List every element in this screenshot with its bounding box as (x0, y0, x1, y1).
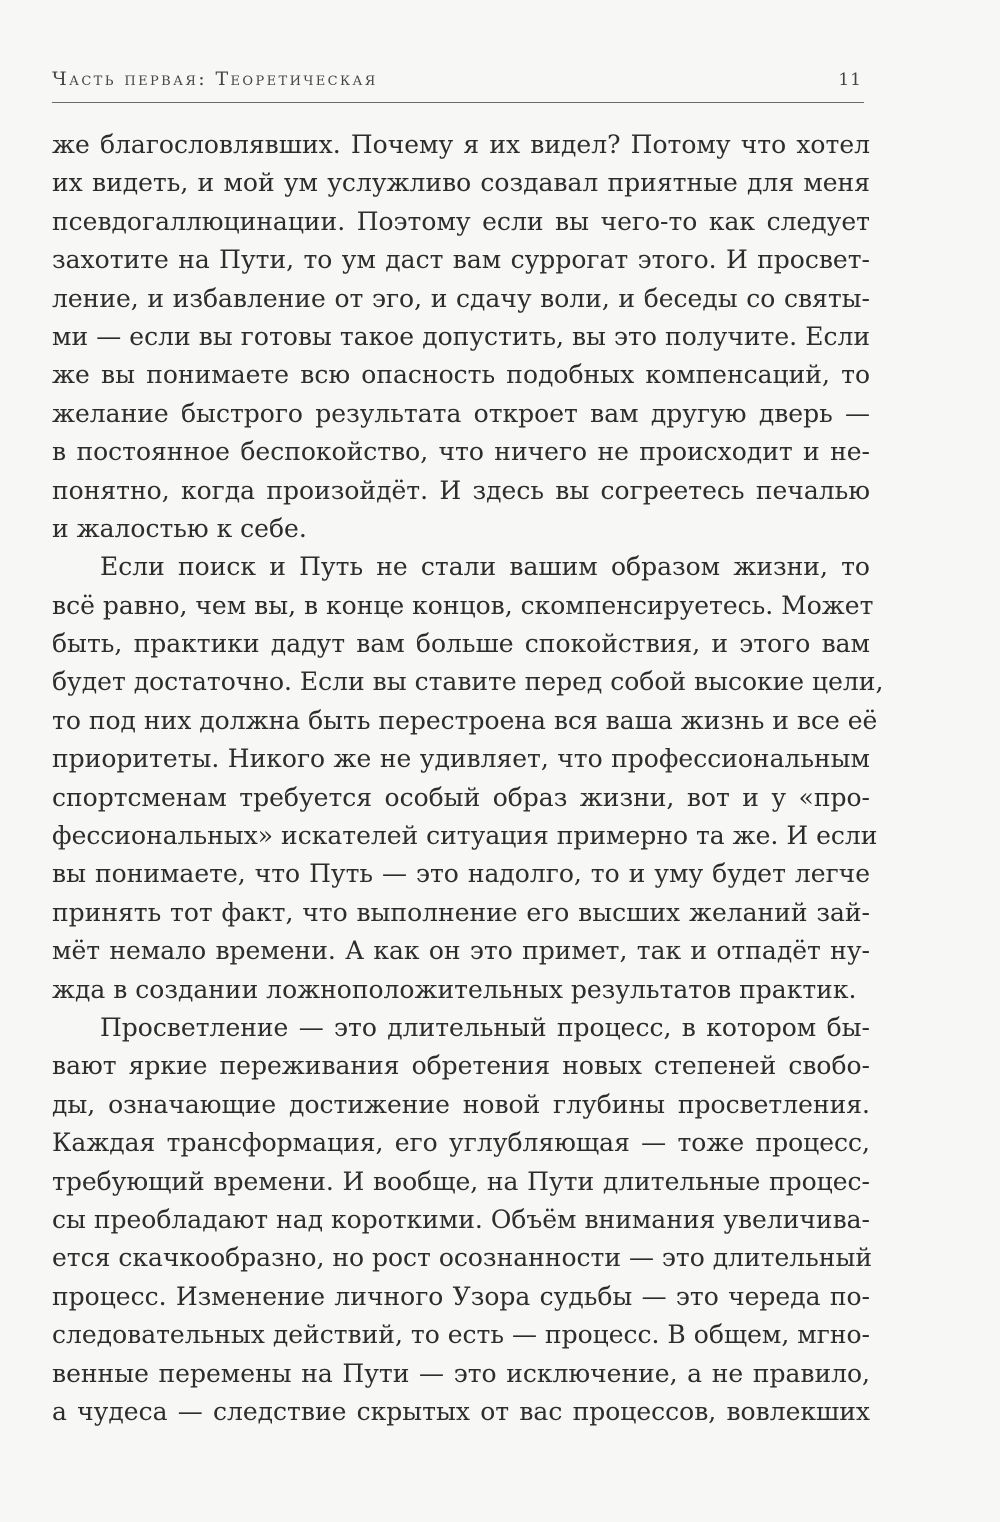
text-line: ется скачкообразно, но рост осознанности — это длительный (52, 1243, 873, 1273)
text-line: Каждая трансформация, его углубляющая — тоже процесс, (52, 1128, 870, 1158)
text-line: венные перемены на Пути — это исключение, а не правило, (52, 1358, 870, 1388)
page-number: 11 (838, 70, 862, 90)
text-line: следовательных действий, то есть — процесс. В общем, мгно- (52, 1320, 870, 1350)
text-line: же благословлявших. Почему я их видел? Потому что хотел (52, 130, 870, 159)
text-line: желание быстрого результата откроет вам другую дверь — (52, 398, 870, 428)
text-line: ление, и избавление от эго, и сдачу воли, и беседы со святы- (52, 283, 870, 313)
text-line: требующий времени. И вообще, на Пути длительные процес- (52, 1166, 870, 1196)
text-line: приоритеты. Никого же не удивляет, что профессиональным (52, 744, 870, 774)
text-line: Если поиск и Путь не стали вашим образом жизни, то (100, 552, 870, 582)
body-text (52, 126, 884, 1431)
text-line: в постоянное беспокойство, что ничего не происходит и не- (52, 437, 870, 467)
text-line: жда в создании ложноположительных результатов практик. (52, 974, 857, 1004)
text-line: ды, означающие достижение новой глубины просветления. (52, 1089, 870, 1119)
text-line: вают яркие переживания обретения новых степеней свобо- (52, 1051, 870, 1081)
text-line: псевдогаллюцинации. Поэтому если вы чего-то как следует (52, 206, 870, 236)
text-line: будет достаточно. Если вы ставите перед собой высокие цели, (52, 667, 884, 697)
text-line: мёт немало времени. А как он это примет, так и отпадёт ну- (52, 936, 870, 966)
text-line: спортсменам требуется особый образ жизни, вот и у «про- (52, 782, 870, 812)
text-line: и жалостью к себе. (52, 513, 307, 543)
text-line: понятно, когда произойдёт. И здесь вы согреетесь печалью (52, 475, 870, 505)
text-line: захотите на Пути, то ум даст вам суррогат этого. И просвет- (52, 245, 870, 275)
text-line: сы преобладают над короткими. Объём внимания увеличива- (52, 1204, 870, 1234)
text-line: то под них должна быть перестроена вся ваша жизнь и все её (52, 705, 878, 735)
text-line: ми — если вы готовы такое допустить, вы это получите. Если (52, 321, 870, 351)
running-header (52, 66, 864, 103)
text-line: же вы понимаете всю опасность подобных компенсаций, то (52, 360, 870, 390)
text-line: их видеть, и мой ум услужливо создавал приятные для меня (52, 168, 870, 198)
text-line: фессиональных» искателей ситуация примерно та же. И если (52, 821, 878, 851)
text-line: принять тот факт, что выполнение его высших желаний зай- (52, 897, 870, 927)
text-line: быть, практики дадут вам больше спокойствия, и этого вам (52, 629, 870, 659)
text-line: вы понимаете, что Путь — это надолго, то и уму будет легче (52, 859, 870, 889)
running-title: Часть первая: Теоретическая (52, 68, 378, 90)
text-line: Просветление — это длительный процесс, в котором бы- (100, 1012, 870, 1042)
text-line: всё равно, чем вы, в конце концов, скомпенсируетесь. Может (52, 590, 874, 620)
text-line: процесс. Изменение личного Узора судьбы — это череда по- (52, 1281, 870, 1311)
text-line: а чудеса — следствие скрытых от вас процессов, вовлекших (52, 1396, 870, 1426)
